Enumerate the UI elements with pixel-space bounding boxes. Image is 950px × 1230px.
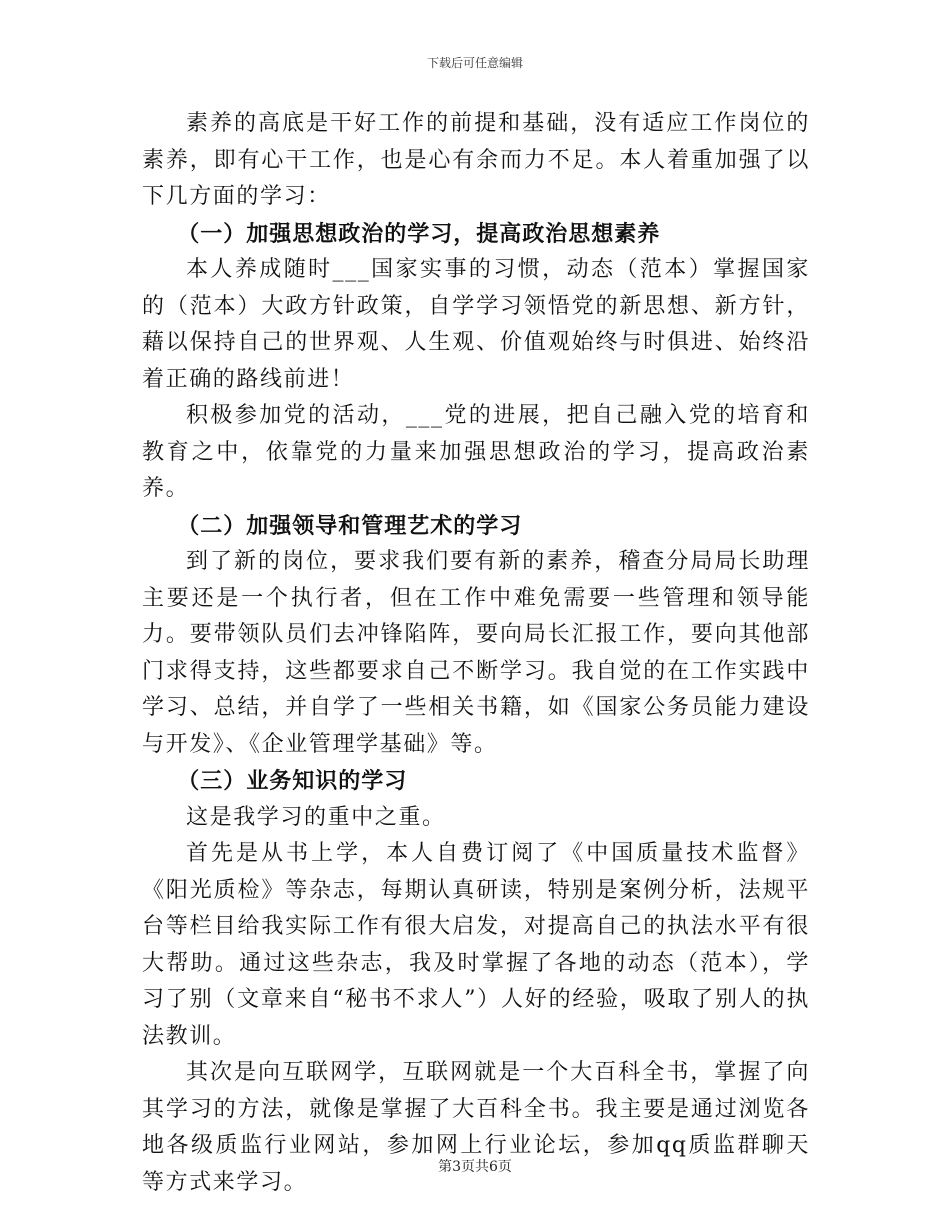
document-body [142, 106, 810, 1201]
body-paragraph: 积极参加党的活动，___党的进展，把自己融入党的培育和教育之中，依靠党的力量来加强思想政治的学习，提高政治素养。 [142, 403, 810, 501]
body-paragraph: 首先是从书上学，本人自费订阅了《中国质量技术监督》《阳光质检》等杂志，每期认真研读，特别是案例分析，法规平台等栏目给我实际工作有很大启发，对提高自己的执法水平有很大帮助。通过这些杂志，我及时掌握了各地的动态（范本），学习了别（文章来自“秘书不求人”）人好的经验，吸取了别人的执法教训。 [142, 841, 810, 1049]
section-heading: （三）业务知识的学习 [177, 768, 408, 794]
body-paragraph: 本人养成随时___国家实事的习惯，动态（范本）掌握国家的（范本）大政方针政策，自学学习领悟党的新思想、新方针，藉以保持自己的世界观、人生观、价值观始终与时俱进、始终沿着正确的路线前进！ [142, 257, 810, 392]
body-paragraph: 这是我学习的重中之重。 [186, 804, 446, 830]
body-paragraph: 素养的高底是干好工作的前提和基础，没有适应工作岗位的素养，即有心干工作，也是心有余而力不足。本人着重加强了以下几方面的学习： [142, 111, 810, 209]
section-heading: （二）加强领导和管理艺术的学习 [177, 512, 523, 539]
body-paragraph: 其次是向互联网学，互联网就是一个大百科全书，掌握了向其学习的方法，就像是掌握了大百科全书。我主要是通过浏览各地各级质监行业网站，参加网上行业论坛，参加qq质监群聊天等方式来学习。 [142, 1060, 810, 1195]
page-header: 下载后可任意编辑 [426, 56, 523, 70]
section-heading: （一）加强思想政治的学习，提高政治思想素养 [177, 220, 661, 247]
page-footer: 第3页共6页 [438, 1159, 512, 1175]
body-paragraph: 到了新的岗位，要求我们要有新的素养，稽查分局局长助理主要还是一个执行者，但在工作中难免需要一些管理和领导能力。要带领队员们去冲锋陷阵，要向局长汇报工作，要向其他部门求得支持，这些都要求自己不断学习。我自觉的在工作实践中学习、总结，并自学了一些相关书籍，如《国家公务员能力建设与开发》、《企业管理学基础》等。 [142, 549, 810, 757]
